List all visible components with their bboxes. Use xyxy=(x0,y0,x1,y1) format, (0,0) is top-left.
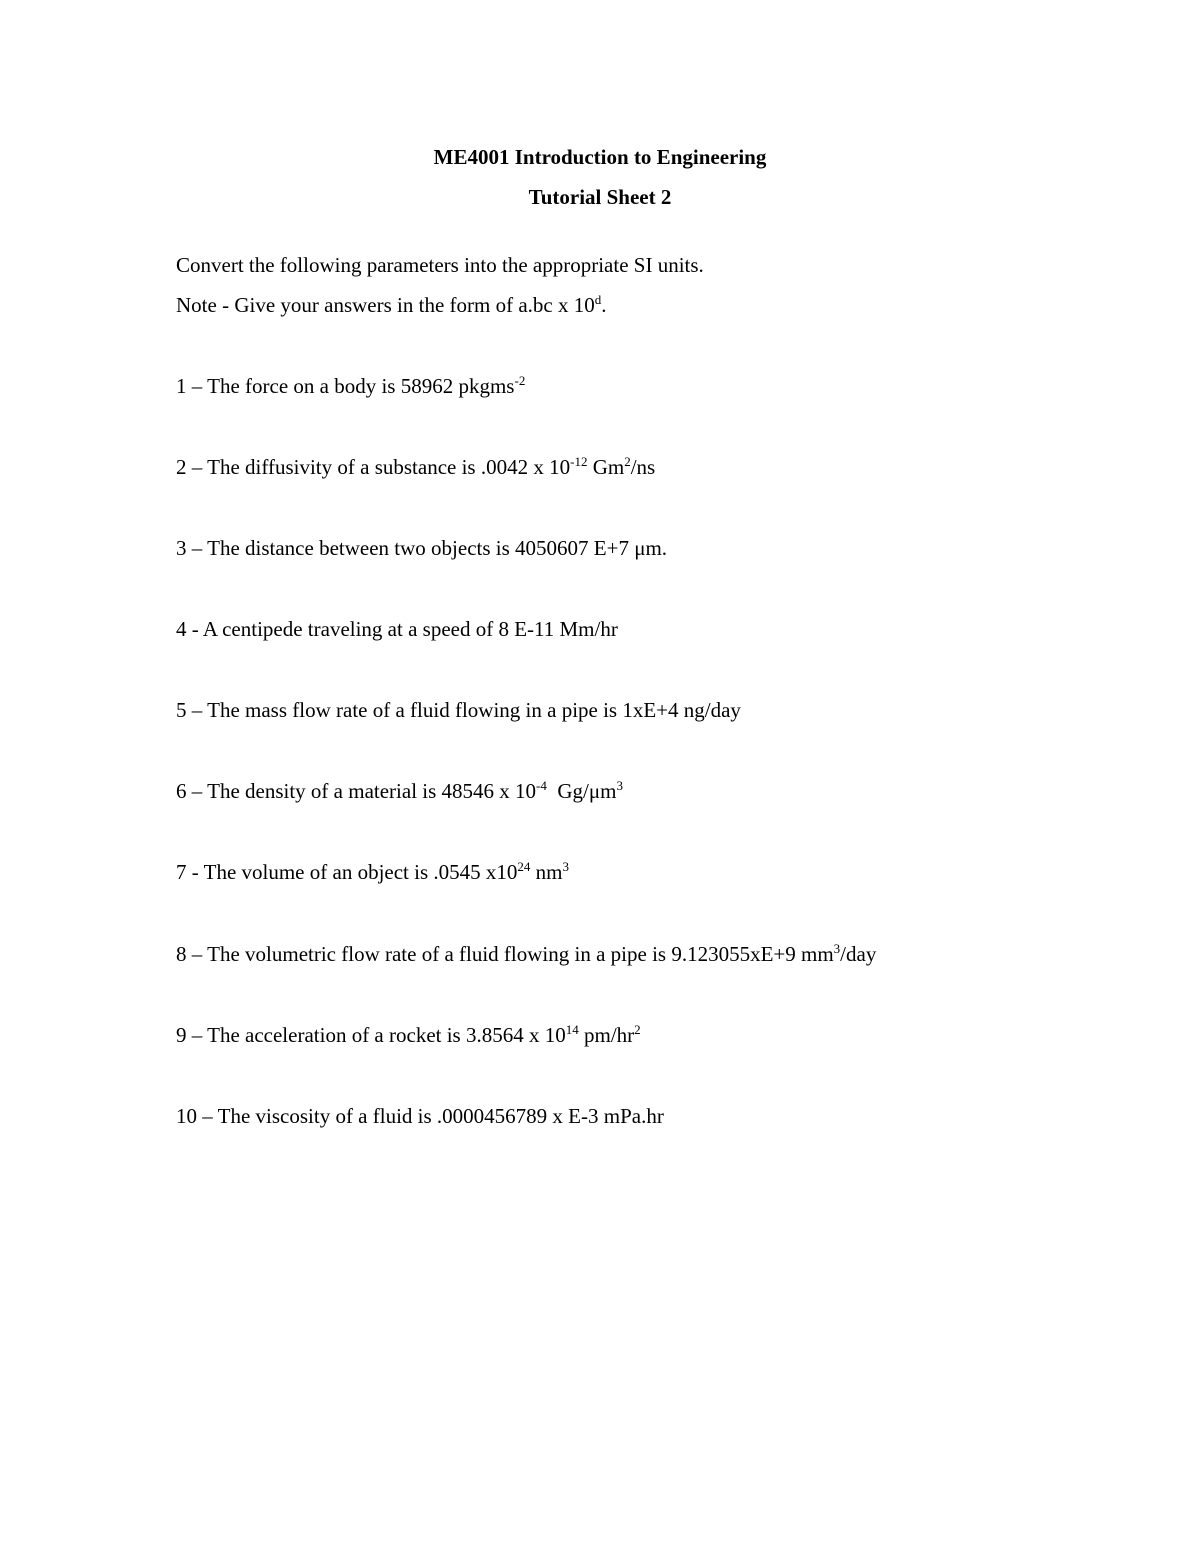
question-superscript: -2 xyxy=(514,373,526,388)
question-4 xyxy=(176,616,618,642)
question-10 xyxy=(176,1103,664,1129)
note-body: Note - Give your answers in the form of a.bc x 10 xyxy=(176,293,595,317)
question-text-mid: nm xyxy=(530,860,563,884)
question-superscript: -4 xyxy=(536,778,547,793)
question-9 xyxy=(176,1022,641,1048)
question-superscript: 3 xyxy=(833,941,841,956)
question-superscript-2: 2 xyxy=(624,454,631,469)
question-text: 3 – The distance between two objects is 4050607 E+7 μm. xyxy=(176,536,668,560)
note-tail: . xyxy=(601,293,607,317)
question-7 xyxy=(176,859,569,885)
question-text-mid: pm/hr xyxy=(578,1023,635,1047)
question-text-post: /ns xyxy=(630,455,656,479)
note-superscript: d xyxy=(594,292,602,307)
question-superscript-2: 3 xyxy=(562,859,569,874)
question-text: 2 – The diffusivity of a substance is .0042 x 10 xyxy=(176,455,571,479)
question-5 xyxy=(176,697,741,723)
question-text: 7 - The volume of an object is .0545 x10 xyxy=(176,860,518,884)
question-text: 9 – The acceleration of a rocket is 3.8564 x 10 xyxy=(176,1023,566,1047)
question-6 xyxy=(176,778,623,804)
question-text: 6 – The density of a material is 48546 x 10 xyxy=(176,779,537,803)
question-3 xyxy=(176,535,667,561)
question-superscript-2: 2 xyxy=(634,1022,641,1037)
question-2 xyxy=(176,454,655,480)
question-text: 1 – The force on a body is 58962 pkgms xyxy=(176,374,515,398)
question-text: 8 – The volumetric flow rate of a fluid flowing in a pipe is 9.123055xE+9 mm xyxy=(176,942,834,966)
document-subtitle: Tutorial Sheet 2 xyxy=(528,185,672,209)
question-text: 10 – The viscosity of a fluid is .0000456789 x E-3 mPa.hr xyxy=(176,1104,664,1128)
note-text xyxy=(176,292,606,318)
question-superscript: 24 xyxy=(517,859,531,874)
question-text: 5 – The mass flow rate of a fluid flowing in a pipe is 1xE+4 ng/day xyxy=(176,698,741,722)
question-1 xyxy=(176,373,525,399)
question-text-mid: /day xyxy=(840,942,877,966)
question-text: 4 - A centipede traveling at a speed of 8 E-11 Mm/hr xyxy=(176,617,618,641)
instruction-text: Convert the following parameters into the appropriate SI units. xyxy=(176,253,704,277)
question-text-mid: Gm xyxy=(587,455,625,479)
document-title: ME4001 Introduction to Engineering xyxy=(433,145,767,169)
question-superscript: 14 xyxy=(565,1022,579,1037)
question-superscript: -12 xyxy=(570,454,588,469)
question-superscript-2: 3 xyxy=(616,778,623,793)
question-text-mid: Gg/μm xyxy=(546,779,617,803)
question-8 xyxy=(176,941,876,967)
